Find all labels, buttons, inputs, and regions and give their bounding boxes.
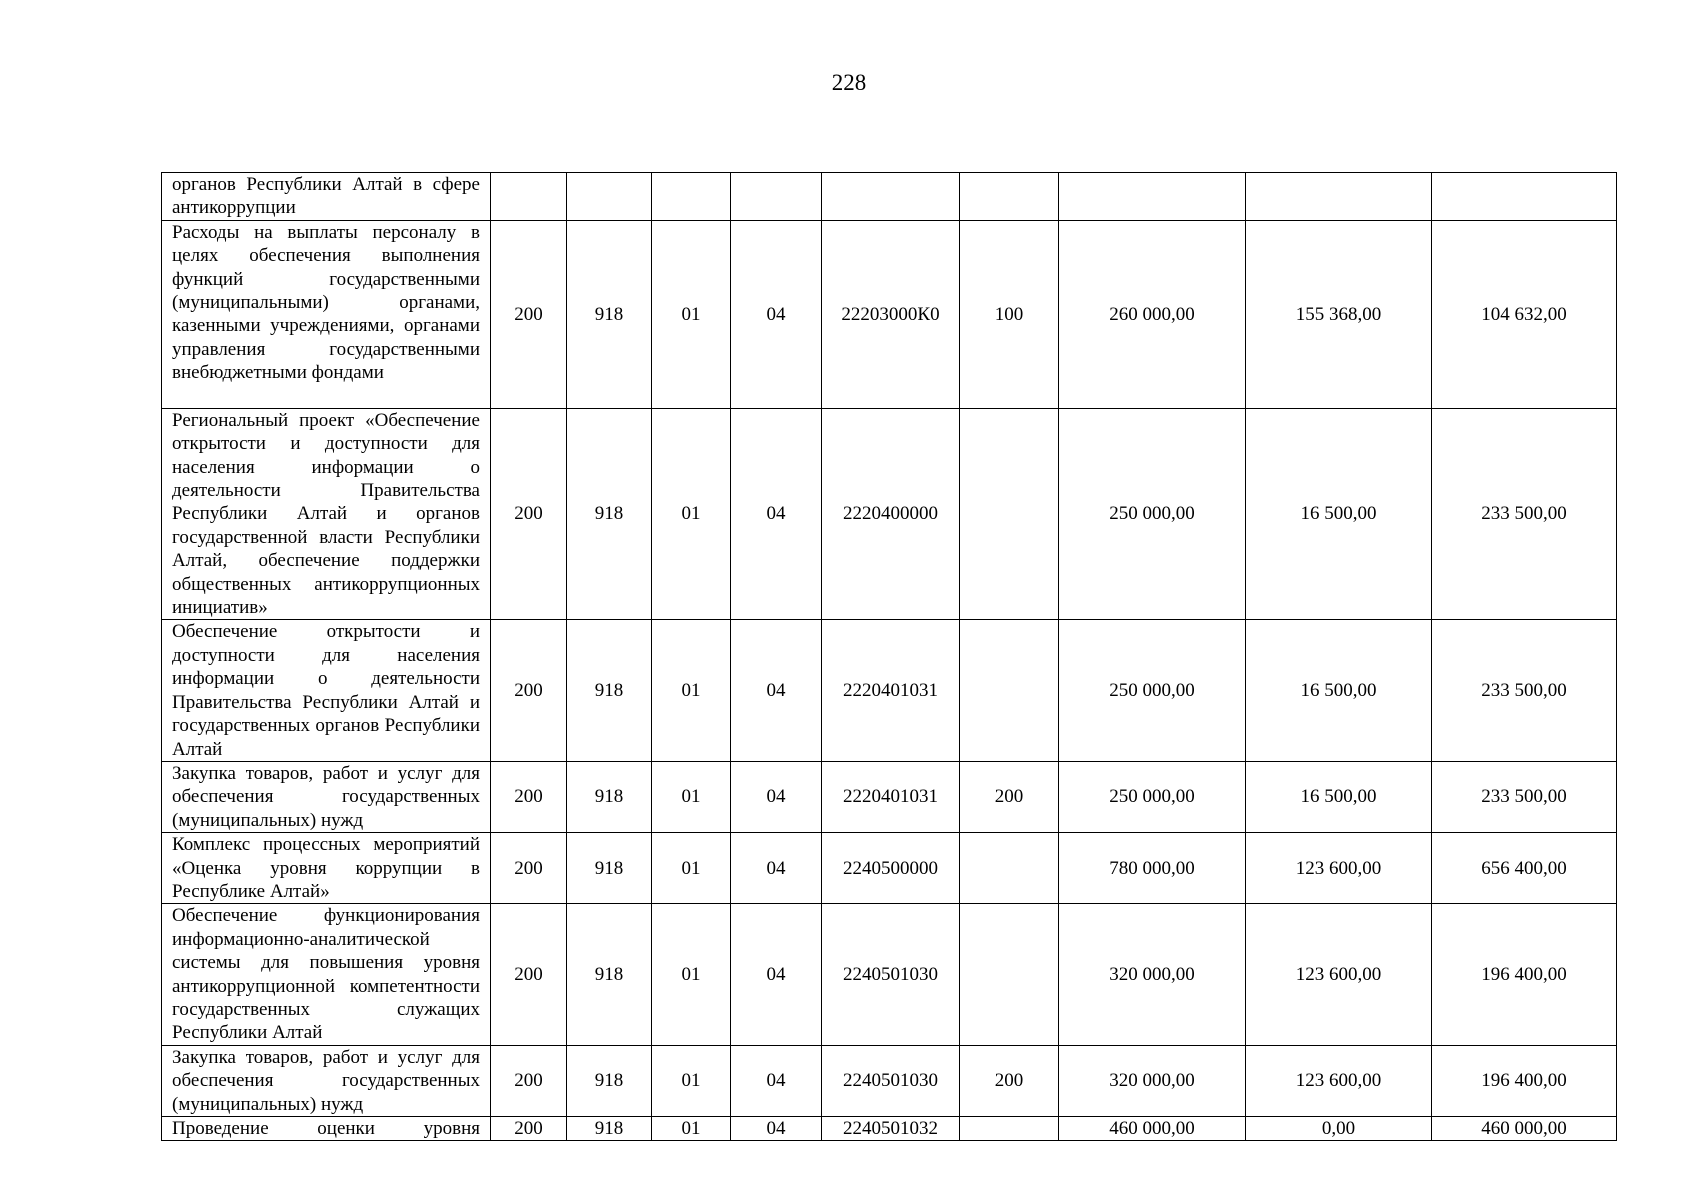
section-code-cell <box>491 173 567 221</box>
section-cell: 01 <box>652 408 731 620</box>
target-article-cell: 2240501032 <box>822 1117 960 1141</box>
ministry-code-cell: 918 <box>567 220 652 408</box>
section-cell: 01 <box>652 620 731 761</box>
total-amount-cell: 460 000,00 <box>1059 1117 1246 1141</box>
expense-type-cell <box>960 1117 1059 1141</box>
table-row <box>162 408 1617 620</box>
row-name-cell: Региональный проект «Обеспечение открытости и доступности для населения информации о деятельности Правительства Республики Алтай и органов государственной власти Республики Алтай, обеспечение поддержки общественных антикоррупционных инициатив» <box>162 408 491 620</box>
section-cell: 01 <box>652 833 731 904</box>
total-amount-cell: 320 000,00 <box>1059 904 1246 1045</box>
row-name-cell: Комплекс процессных мероприятий «Оценка уровня коррупции в Республике Алтай» <box>162 833 491 904</box>
ministry-code-cell: 918 <box>567 1045 652 1116</box>
executed-amount-cell: 16 500,00 <box>1246 761 1432 832</box>
row-name-cell: Закупка товаров, работ и услуг для обеспечения государственных (муниципальных) нужд <box>162 1045 491 1116</box>
subsection-cell: 04 <box>731 220 822 408</box>
row-name-cell: Расходы на выплаты персоналу в целях обеспечения выполнения функций государственными (муниципальными) органами, казенными учреждениями, органами управления государственными внебюджетными фондами <box>162 220 491 408</box>
table-row <box>162 1045 1617 1116</box>
table-row <box>162 1117 1617 1141</box>
executed-amount-cell: 0,00 <box>1246 1117 1432 1141</box>
ministry-code-cell: 918 <box>567 761 652 832</box>
section-code-cell: 200 <box>491 408 567 620</box>
remaining-amount-cell: 233 500,00 <box>1432 408 1617 620</box>
remaining-amount-cell: 460 000,00 <box>1432 1117 1617 1141</box>
row-name-cell: Закупка товаров, работ и услуг для обеспечения государственных (муниципальных) нужд <box>162 761 491 832</box>
executed-amount-cell <box>1246 173 1432 221</box>
table-row <box>162 220 1617 408</box>
total-amount-cell: 250 000,00 <box>1059 408 1246 620</box>
budget-table <box>161 172 1617 1141</box>
row-name-cell: Проведение оценки уровня <box>162 1117 491 1141</box>
section-cell: 01 <box>652 1117 731 1141</box>
section-cell: 01 <box>652 1045 731 1116</box>
section-code-cell: 200 <box>491 904 567 1045</box>
section-code-cell: 200 <box>491 1117 567 1141</box>
ministry-code-cell: 918 <box>567 833 652 904</box>
executed-amount-cell: 123 600,00 <box>1246 1045 1432 1116</box>
ministry-code-cell: 918 <box>567 904 652 1045</box>
target-article-cell: 2220400000 <box>822 408 960 620</box>
subsection-cell: 04 <box>731 833 822 904</box>
row-name-cell: органов Республики Алтай в сфере антикоррупции <box>162 173 491 221</box>
target-article-cell: 2220401031 <box>822 620 960 761</box>
section-cell: 01 <box>652 904 731 1045</box>
table-row <box>162 833 1617 904</box>
remaining-amount-cell: 656 400,00 <box>1432 833 1617 904</box>
target-article-cell: 2220401031 <box>822 761 960 832</box>
remaining-amount-cell <box>1432 173 1617 221</box>
remaining-amount-cell: 233 500,00 <box>1432 761 1617 832</box>
ministry-code-cell: 918 <box>567 1117 652 1141</box>
total-amount-cell: 250 000,00 <box>1059 761 1246 832</box>
row-name-cell: Обеспечение открытости и доступности для населения информации о деятельности Правительства Республики Алтай и государственных органов Республики Алтай <box>162 620 491 761</box>
total-amount-cell <box>1059 173 1246 221</box>
subsection-cell: 04 <box>731 904 822 1045</box>
subsection-cell: 04 <box>731 1045 822 1116</box>
executed-amount-cell: 16 500,00 <box>1246 620 1432 761</box>
target-article-cell: 2240501030 <box>822 904 960 1045</box>
section-code-cell: 200 <box>491 1045 567 1116</box>
table-row <box>162 761 1617 832</box>
section-cell: 01 <box>652 761 731 832</box>
ministry-code-cell: 918 <box>567 408 652 620</box>
subsection-cell: 04 <box>731 620 822 761</box>
total-amount-cell: 250 000,00 <box>1059 620 1246 761</box>
expense-type-cell: 200 <box>960 1045 1059 1116</box>
table-row <box>162 904 1617 1045</box>
section-code-cell: 200 <box>491 761 567 832</box>
subsection-cell: 04 <box>731 408 822 620</box>
remaining-amount-cell: 104 632,00 <box>1432 220 1617 408</box>
row-name-cell: Обеспечение функционирования информационно-аналитической системы для повышения уровня антикоррупционной компетентности государственных служащих Республики Алтай <box>162 904 491 1045</box>
subsection-cell: 04 <box>731 1117 822 1141</box>
expense-type-cell <box>960 408 1059 620</box>
subsection-cell <box>731 173 822 221</box>
target-article-cell: 22203000К0 <box>822 220 960 408</box>
target-article-cell: 2240500000 <box>822 833 960 904</box>
target-article-cell: 2240501030 <box>822 1045 960 1116</box>
expense-type-cell: 200 <box>960 761 1059 832</box>
table-row <box>162 620 1617 761</box>
subsection-cell: 04 <box>731 761 822 832</box>
section-code-cell: 200 <box>491 220 567 408</box>
expense-type-cell <box>960 904 1059 1045</box>
section-cell: 01 <box>652 220 731 408</box>
target-article-cell <box>822 173 960 221</box>
expense-type-cell <box>960 620 1059 761</box>
executed-amount-cell: 123 600,00 <box>1246 833 1432 904</box>
total-amount-cell: 320 000,00 <box>1059 1045 1246 1116</box>
executed-amount-cell: 155 368,00 <box>1246 220 1432 408</box>
total-amount-cell: 780 000,00 <box>1059 833 1246 904</box>
ministry-code-cell <box>567 173 652 221</box>
executed-amount-cell: 123 600,00 <box>1246 904 1432 1045</box>
section-cell <box>652 173 731 221</box>
expense-type-cell <box>960 833 1059 904</box>
executed-amount-cell: 16 500,00 <box>1246 408 1432 620</box>
expense-type-cell: 100 <box>960 220 1059 408</box>
remaining-amount-cell: 196 400,00 <box>1432 1045 1617 1116</box>
total-amount-cell: 260 000,00 <box>1059 220 1246 408</box>
ministry-code-cell: 918 <box>567 620 652 761</box>
remaining-amount-cell: 196 400,00 <box>1432 904 1617 1045</box>
table-body <box>162 173 1617 1141</box>
page-number: 228 <box>831 70 867 95</box>
expense-type-cell <box>960 173 1059 221</box>
section-code-cell: 200 <box>491 620 567 761</box>
section-code-cell: 200 <box>491 833 567 904</box>
remaining-amount-cell: 233 500,00 <box>1432 620 1617 761</box>
table-row <box>162 173 1617 221</box>
